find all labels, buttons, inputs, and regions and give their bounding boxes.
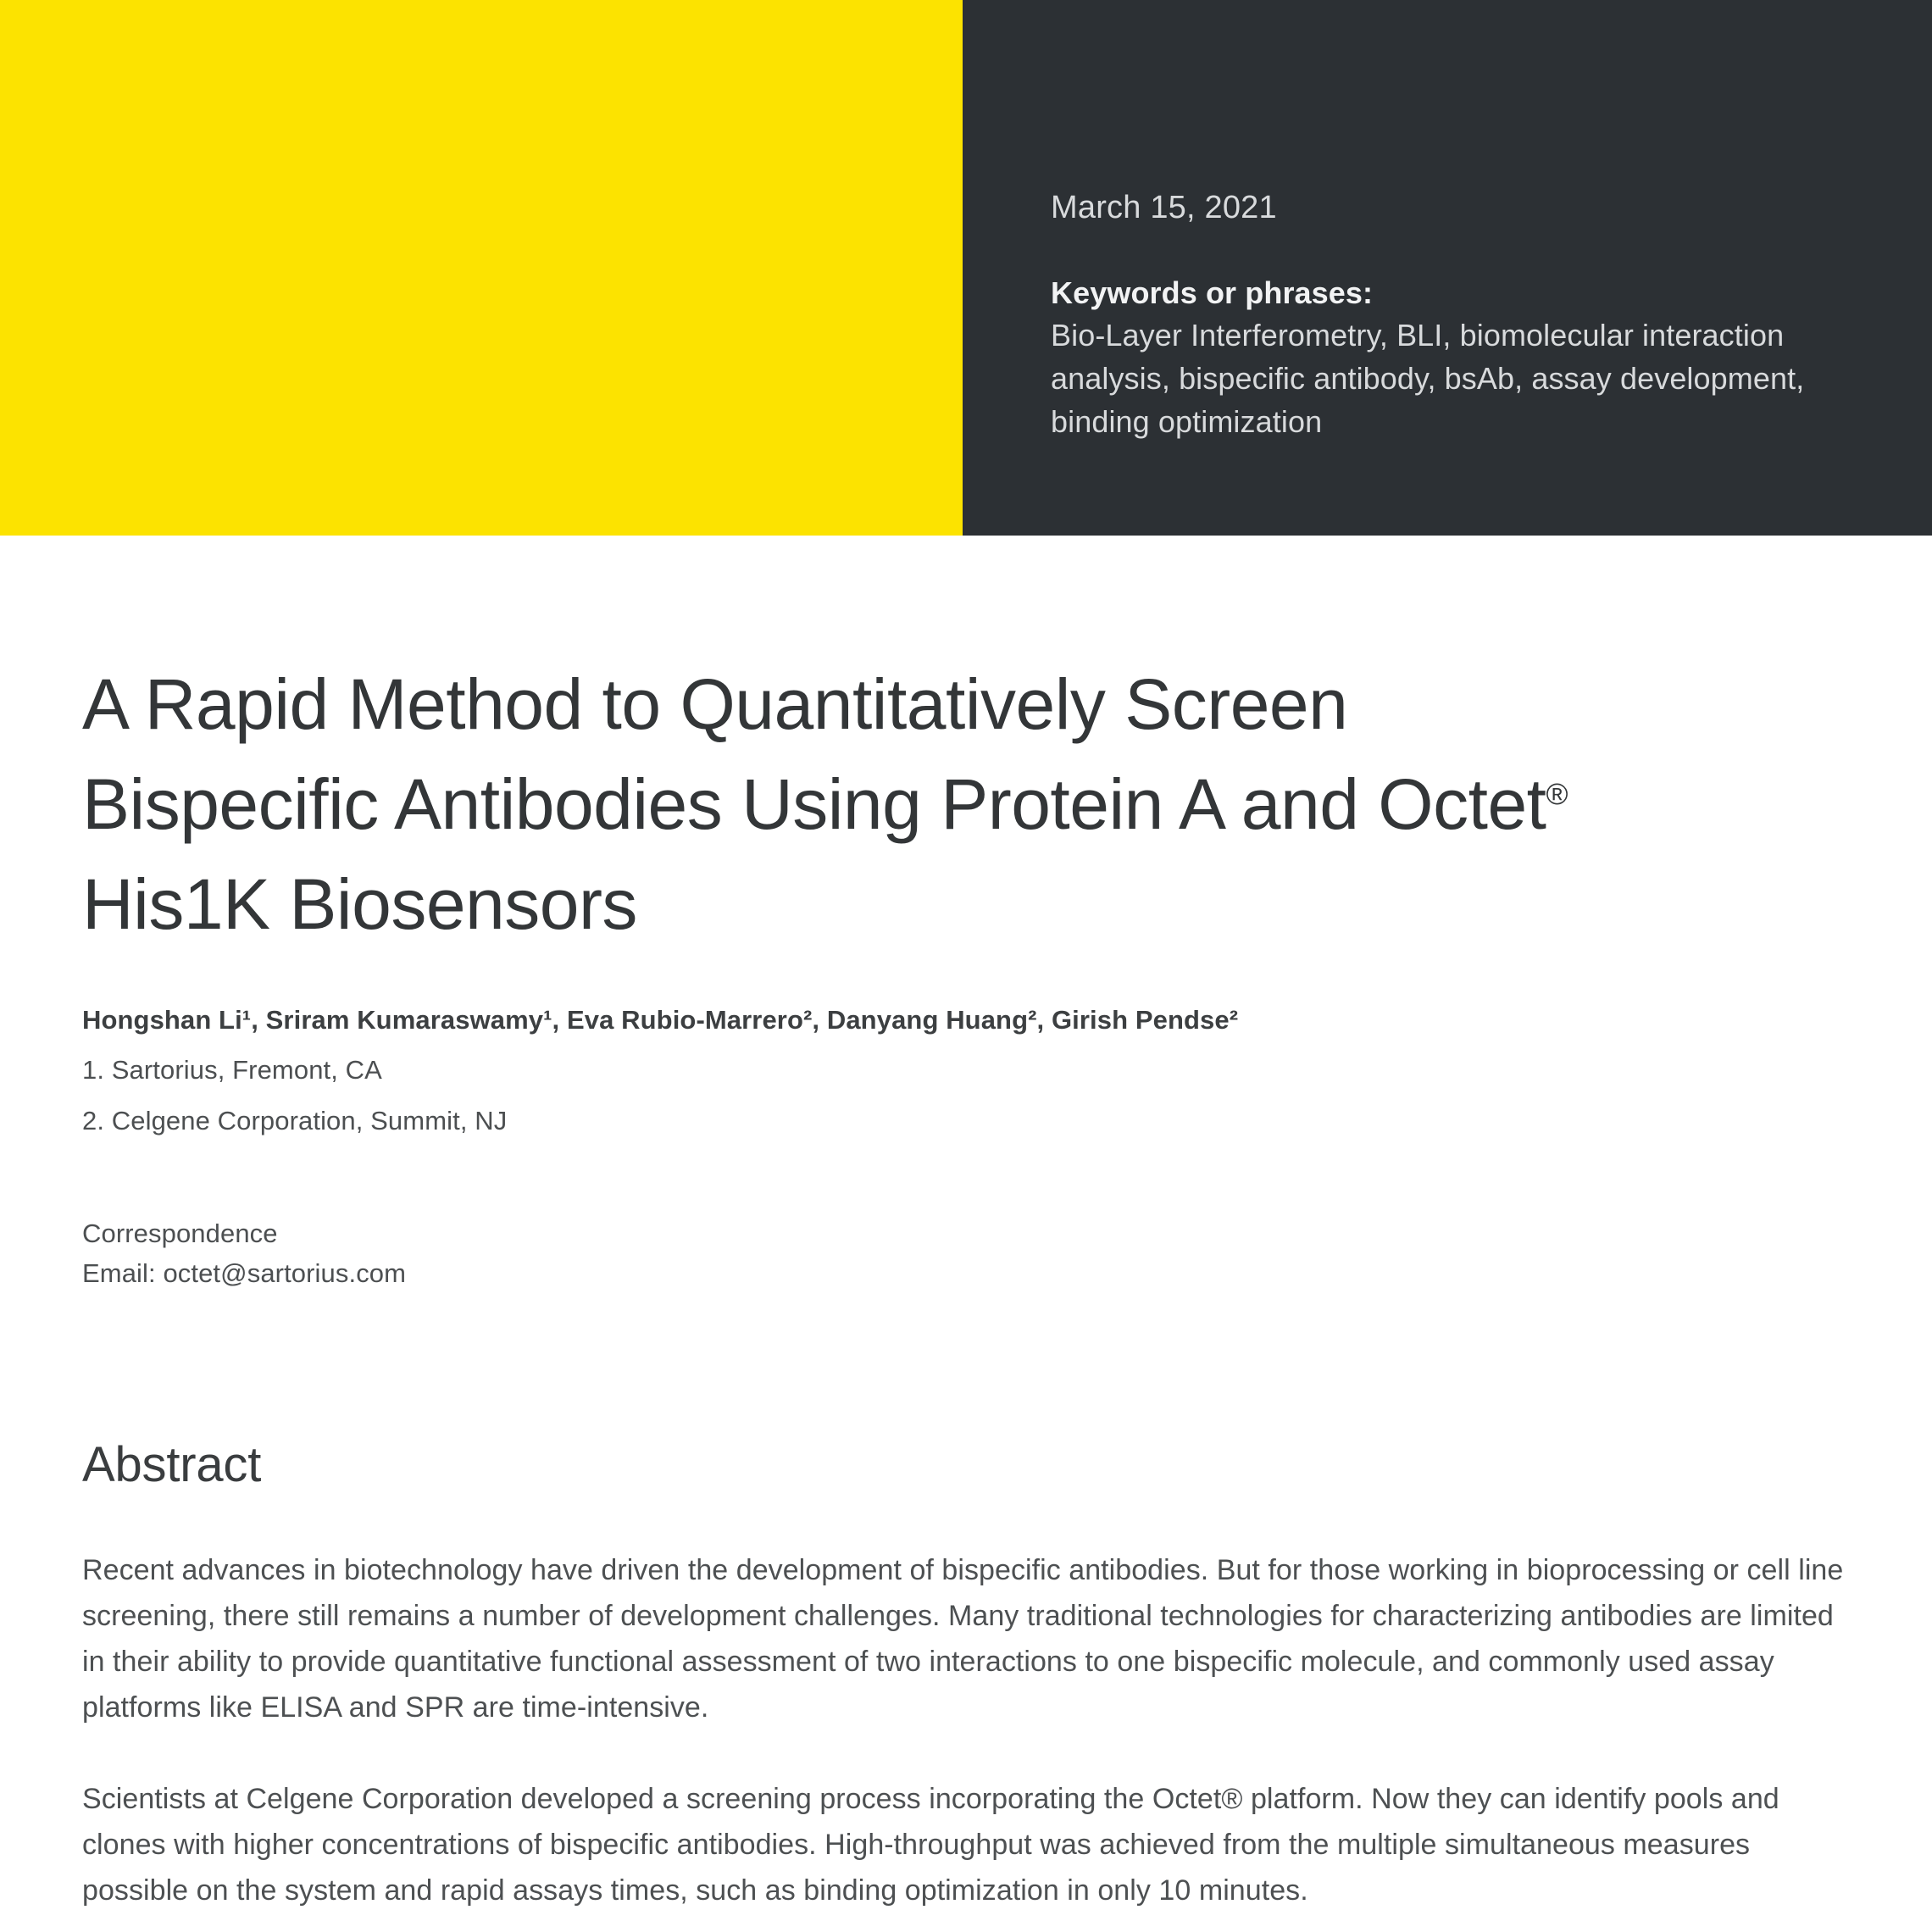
author-list: Hongshan Li¹, Sriram Kumaraswamy¹, Eva Rubio-Marrero², Danyang Huang², Girish Pendse² xyxy=(82,1005,1239,1035)
page-title-part-two: His1K Biosensors xyxy=(82,864,637,944)
brand-yellow-block xyxy=(0,0,963,536)
registered-trademark-symbol: ® xyxy=(1546,778,1568,811)
keywords-value: Bio-Layer Interferometry, BLI, biomolecular interaction analysis, bispecific antibody, bsAb, assay development, binding optimization xyxy=(1051,318,1805,439)
document-header-band xyxy=(0,0,1932,536)
document-body xyxy=(82,536,1879,1913)
affiliation-2: 2. Celgene Corporation, Summit, NJ xyxy=(82,1106,508,1135)
affiliation-1: 1. Sartorius, Fremont, CA xyxy=(82,1055,382,1085)
keywords-label: Keywords or phrases: xyxy=(1051,275,1374,310)
metadata-block xyxy=(1051,188,1847,443)
abstract-paragraph-2: Scientists at Celgene Corporation developed a screening process incorporating the Octet® platform. Now they can identify pools and clones with higher concentrations of bispecific antibodies. High-throughput was achieved from the multiple simultaneous measures possible on the system and rapid assays times, such as binding optimization in only 10 minutes. xyxy=(82,1783,1779,1907)
abstract-paragraph-1: Recent advances in biotechnology have driven the development of bispecific antibodies. But for those working in bioprocessing or cell line screening, there still remains a number of development challenges. Many traditional technologies for characterizing antibodies are limited in their ability to provide quantitative functional assessment of two interactions to one bispecific molecule, and commonly used assay platforms like ELISA and SPR are time-intensive. xyxy=(82,1554,1844,1724)
abstract-heading: Abstract xyxy=(82,1437,262,1492)
page-title-part-one: A Rapid Method to Quantitatively Screen Bispecific Antibodies Using Protein A and Octet xyxy=(82,664,1546,844)
correspondence-label: Correspondence xyxy=(82,1219,278,1248)
publication-date: March 15, 2021 xyxy=(1051,190,1277,225)
metadata-dark-panel xyxy=(963,0,1932,536)
correspondence-email: Email: octet@sartorius.com xyxy=(82,1258,407,1288)
page-title xyxy=(82,654,1633,954)
